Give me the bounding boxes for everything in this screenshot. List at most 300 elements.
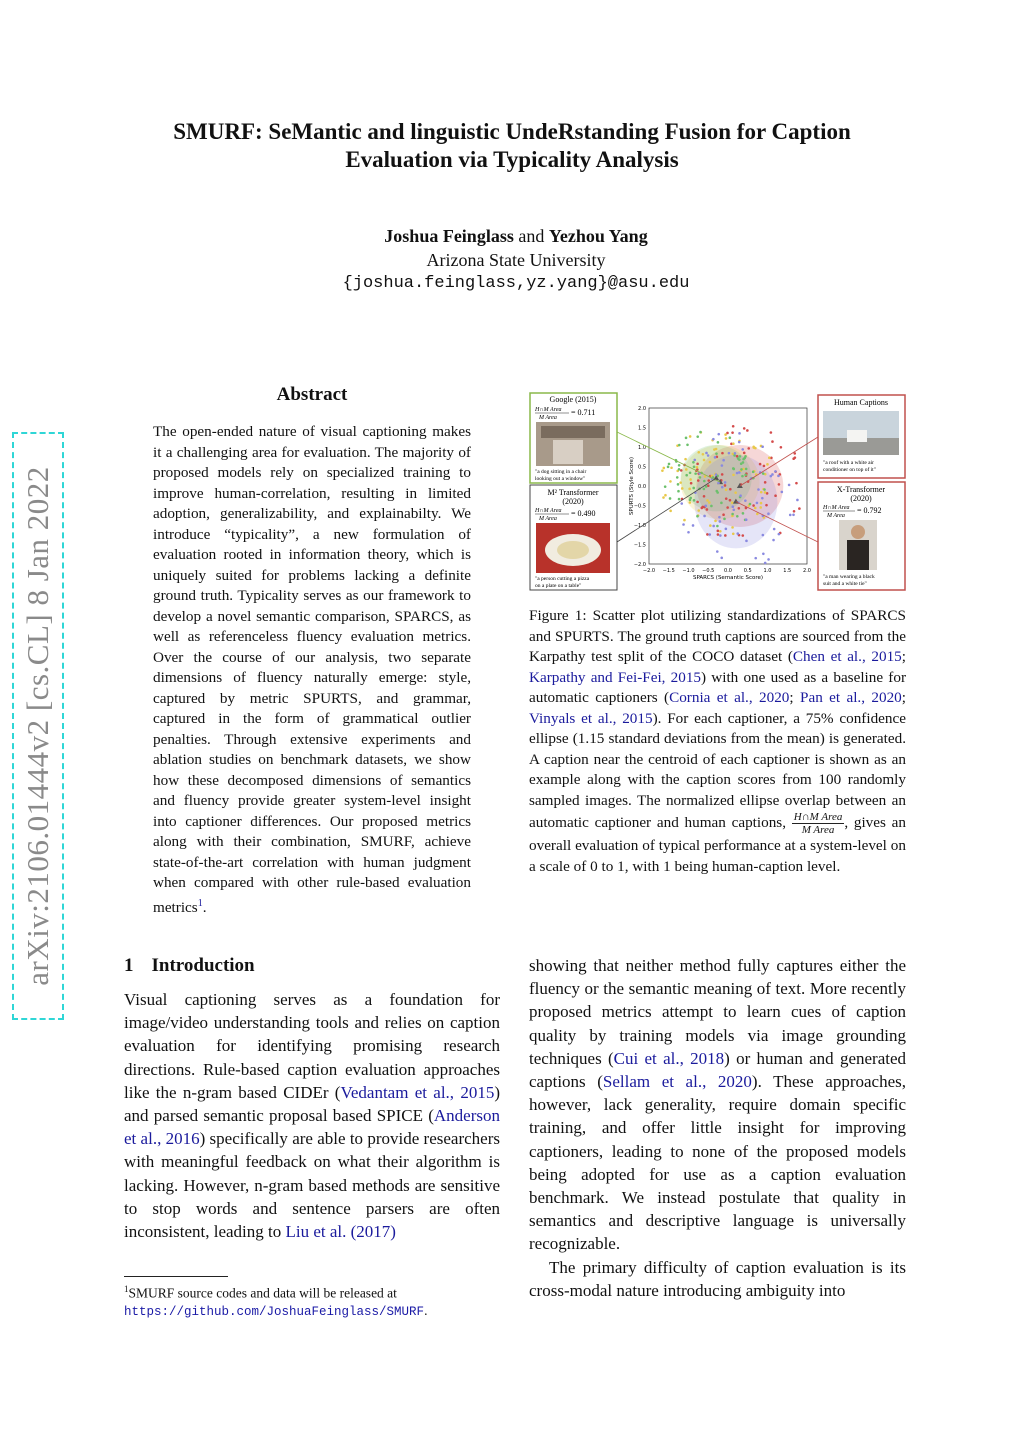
figure-1 xyxy=(529,392,909,592)
scatter-point xyxy=(681,487,684,490)
scatter-point xyxy=(690,482,693,485)
x-tick-label: −2.0 xyxy=(642,568,656,574)
y-tick-label: −0.5 xyxy=(633,503,646,510)
scatter-point xyxy=(699,431,702,434)
citation-link[interactable]: Pan et al., 2020 xyxy=(800,689,902,706)
scatter-point xyxy=(762,552,765,555)
google-score: = 0.711 xyxy=(571,408,596,417)
scatter-point xyxy=(697,479,700,482)
google-image-dog xyxy=(553,440,583,464)
scatter-point xyxy=(765,504,768,507)
scatter-point xyxy=(764,491,767,494)
scatter-point xyxy=(752,471,755,474)
scatter-point xyxy=(741,534,744,537)
scatter-point xyxy=(764,562,767,565)
scatter-point xyxy=(736,515,739,518)
scatter-point xyxy=(721,486,724,489)
scatter-point xyxy=(716,491,719,494)
scatter-point xyxy=(756,502,759,505)
google-image-detail xyxy=(541,426,605,438)
scatter-point xyxy=(708,501,711,504)
intro-paragraph-2: The primary difficulty of caption evaluation is its cross-modal nature introducing ambiguity into xyxy=(529,1257,906,1300)
scatter-point xyxy=(762,534,765,537)
x-caption-2: suit and a white tie" xyxy=(823,581,867,587)
x-tick-label: −1.0 xyxy=(682,568,695,574)
human-image-ac xyxy=(847,430,867,442)
citation-link[interactable]: Sellam et al., 2020 xyxy=(602,1072,752,1092)
author-and: and xyxy=(518,226,545,246)
scatter-point xyxy=(753,446,756,449)
footnote-text: SMURF source codes and data will be released at xyxy=(128,1285,397,1301)
scatter-point xyxy=(723,518,726,521)
scatter-figure xyxy=(529,392,909,592)
scatter-point xyxy=(745,540,748,543)
scatter-point xyxy=(663,467,666,470)
scatter-point xyxy=(717,533,720,536)
scatter-point xyxy=(680,502,683,505)
scatter-point xyxy=(725,488,728,491)
scatter-point xyxy=(712,525,715,528)
scatter-point xyxy=(717,433,720,436)
scatter-point xyxy=(734,491,737,494)
scatter-point xyxy=(771,473,774,476)
m2-frac-den: M Area xyxy=(539,516,557,522)
scatter-point xyxy=(678,444,681,447)
scatter-point xyxy=(685,437,688,440)
y-tick-label: 1.0 xyxy=(638,445,646,451)
x-frac-num: H∩M Area xyxy=(823,505,850,511)
y-tick-label: −1.5 xyxy=(633,542,646,549)
author-2: Yezhou Yang xyxy=(548,226,648,246)
caption-text: ) with one used as a baseline for automatic captioners ( xyxy=(529,668,906,706)
abstract-heading: Abstract xyxy=(276,384,348,405)
footnote xyxy=(124,1281,500,1321)
y-tick-label: 0.0 xyxy=(638,484,646,490)
scatter-point xyxy=(682,523,685,526)
scatter-point xyxy=(683,519,686,522)
scatter-point xyxy=(731,431,734,434)
scatter-point xyxy=(771,440,774,443)
scatter-point xyxy=(774,470,777,473)
scatter-point xyxy=(688,488,691,491)
scatter-point xyxy=(708,533,711,536)
scatter-point xyxy=(706,499,709,502)
intro-paragraph xyxy=(124,988,500,1243)
scatter-point xyxy=(694,472,697,475)
scatter-point xyxy=(662,496,665,499)
scatter-point xyxy=(736,455,739,458)
scatter-point xyxy=(741,475,744,478)
scatter-point xyxy=(693,465,696,468)
scatter-point xyxy=(661,469,664,472)
scatter-point xyxy=(700,507,703,510)
scatter-point xyxy=(669,480,672,483)
abstract-end: . xyxy=(202,898,207,916)
section-heading xyxy=(124,955,255,977)
scatter-point xyxy=(743,452,746,455)
scatter-point xyxy=(729,499,732,502)
scatter-point xyxy=(744,474,747,477)
scatter-point xyxy=(726,506,729,509)
scatter-point xyxy=(780,446,783,449)
citation-link[interactable]: Karpathy and Fei-Fei, 2015 xyxy=(529,668,702,686)
scatter-point xyxy=(667,466,670,469)
scatter-point xyxy=(720,502,723,505)
scatter-point xyxy=(745,468,748,471)
scatter-point xyxy=(734,452,737,455)
scatter-point xyxy=(679,481,682,484)
m2-caption: "a person cutting a pizza xyxy=(535,576,590,582)
scatter-point xyxy=(722,459,725,462)
scatter-point xyxy=(717,441,720,444)
scatter-point xyxy=(668,463,671,466)
scatter-point xyxy=(686,443,689,446)
citation-link[interactable]: Anderson et al., 2016 xyxy=(124,1106,500,1149)
scatter-point xyxy=(709,461,712,464)
y-tick-label: −2.0 xyxy=(633,562,646,568)
scatter-point xyxy=(724,484,727,487)
scatter-point xyxy=(795,482,798,485)
scatter-point xyxy=(760,502,763,505)
paper-title xyxy=(100,118,924,174)
scatter-point xyxy=(689,435,692,438)
scatter-point xyxy=(739,494,742,497)
scatter-point xyxy=(664,485,667,488)
x-caption: "a man wearing a black xyxy=(823,574,875,580)
scatter-point xyxy=(794,456,797,459)
footnote-ref[interactable]: 1 xyxy=(197,897,203,909)
x-year: (2020) xyxy=(850,494,872,503)
scatter-point xyxy=(709,524,712,527)
m2-score: = 0.490 xyxy=(571,509,596,518)
citation-link[interactable]: Cui et al., 2018 xyxy=(613,1048,725,1068)
scatter-point xyxy=(689,471,692,474)
scatter-point xyxy=(713,448,716,451)
scatter-point xyxy=(772,539,775,542)
scatter-point xyxy=(738,441,741,444)
scatter-point xyxy=(693,459,696,462)
scatter-point xyxy=(760,491,763,494)
scatter-point xyxy=(761,445,764,448)
scatter-point xyxy=(752,504,755,507)
scatter-point xyxy=(724,433,727,436)
scatter-point xyxy=(677,490,680,493)
scatter-point xyxy=(717,530,720,533)
scatter-point xyxy=(680,469,683,472)
caption-text: Figure 1: Scatter plot utilizing standardizations of SPARCS and SPURTS. The ground truth captions are sourced from the Karpathy test split of the COCO dataset ( xyxy=(529,607,906,665)
scatter-point xyxy=(736,472,739,475)
x-tick-label: −0.5 xyxy=(702,568,715,574)
human-caption-2: conditioner on top of it" xyxy=(823,467,876,473)
scatter-point xyxy=(767,558,770,561)
scatter-point xyxy=(798,507,801,510)
scatter-point xyxy=(722,513,725,516)
scatter-point xyxy=(792,513,795,516)
m2-image-pizza xyxy=(557,541,589,559)
intro-right-column xyxy=(529,954,906,1302)
scatter-point xyxy=(731,526,734,529)
arxiv-id: arXiv:2106.01444v2 [cs.CL] 8 Jan 2022 xyxy=(20,466,55,986)
scatter-point xyxy=(720,557,723,560)
citation-link[interactable]: Cornia et al., 2020 xyxy=(669,689,790,706)
scatter-point xyxy=(684,458,687,461)
scatter-point xyxy=(781,491,784,494)
footnote-rule xyxy=(124,1276,228,1277)
y-tick-label: 0.5 xyxy=(638,464,646,471)
y-tick-label: −1.0 xyxy=(633,523,646,529)
scatter-point xyxy=(725,497,728,500)
scatter-point xyxy=(741,448,744,451)
scatter-point xyxy=(743,427,746,430)
scatter-point xyxy=(774,494,777,497)
abstract-body xyxy=(153,422,471,918)
citation-link[interactable]: Chen et al., 2015 xyxy=(792,648,902,665)
scatter-point xyxy=(763,465,766,468)
m2-year: (2020) xyxy=(562,497,584,506)
scatter-point xyxy=(732,508,735,511)
scatter-point xyxy=(685,468,688,471)
scatter-point xyxy=(744,499,747,502)
scatter-point xyxy=(731,513,734,516)
scatter-point xyxy=(719,530,722,533)
scatter-point xyxy=(703,495,706,498)
scatter-point xyxy=(793,510,796,513)
scatter-point xyxy=(764,481,767,484)
scatter-point xyxy=(732,442,735,445)
scatter-point xyxy=(738,507,741,510)
scatter-point xyxy=(733,454,736,457)
scatter-point xyxy=(736,532,739,535)
scatter-point xyxy=(740,468,743,471)
scatter-point xyxy=(716,550,719,553)
scatter-point xyxy=(670,466,673,469)
scatter-point xyxy=(729,488,732,491)
scatter-point xyxy=(729,436,732,439)
scatter-point xyxy=(719,520,722,523)
scatter-point xyxy=(705,452,708,455)
section-title: Introduction xyxy=(151,955,255,976)
scatter-point xyxy=(664,494,667,497)
scatter-point xyxy=(715,473,718,476)
footnote-url[interactable]: https://github.com/JoshuaFeinglass/SMURF xyxy=(124,1304,425,1319)
x-tick-label: 0.5 xyxy=(743,568,752,574)
y-axis-label: SPURTS (Style Score) xyxy=(629,456,635,516)
scatter-point xyxy=(696,466,699,469)
scatter-point xyxy=(725,437,728,440)
scatter-point xyxy=(718,516,721,519)
intro-text: showing that neither method fully captures either the fluency or the semantic meaning of text. More recently proposed metrics attempt to learn cues of caption quality by training models via image grounding techniques ( xyxy=(529,956,906,1068)
scatter-point xyxy=(678,498,681,501)
scatter-point xyxy=(696,501,699,504)
scatter-point xyxy=(738,458,741,461)
scatter-point xyxy=(745,518,748,521)
x-score: = 0.792 xyxy=(857,506,882,515)
scatter-point xyxy=(707,479,710,482)
scatter-point xyxy=(704,505,707,508)
scatter-point xyxy=(689,499,692,502)
google-caption-2: looking out a window" xyxy=(535,476,586,482)
scatter-point xyxy=(749,503,752,506)
scatter-point xyxy=(703,488,706,491)
scatter-point xyxy=(707,454,710,457)
y-tick-label: 2.0 xyxy=(638,406,646,412)
scatter-point xyxy=(759,463,762,466)
scatter-point xyxy=(696,463,699,466)
intro-text: ) and parsed semantic proposal based SPICE ( xyxy=(124,1082,501,1126)
google-frac-den: M Area xyxy=(539,415,557,421)
caption-sep: ; xyxy=(901,648,906,665)
scatter-point xyxy=(762,472,765,475)
google-frac-num: H∩M Area xyxy=(535,407,562,413)
scatter-point xyxy=(685,474,688,477)
scatter-point xyxy=(692,487,695,490)
scatter-point xyxy=(796,499,799,502)
scatter-point xyxy=(746,429,749,432)
scatter-point xyxy=(677,483,680,486)
scatter-point xyxy=(778,483,781,486)
scatter-point xyxy=(696,435,699,438)
frac-denominator: M Area xyxy=(801,824,835,836)
scatter-point xyxy=(678,468,681,471)
scatter-point xyxy=(742,512,745,515)
scatter-point xyxy=(747,447,750,450)
scatter-point xyxy=(768,456,771,459)
footnote-mark: 1 xyxy=(124,1284,129,1294)
scatter-point xyxy=(669,497,672,500)
scatter-point xyxy=(721,473,724,476)
scatter-point xyxy=(773,528,776,531)
scatter-point xyxy=(761,497,764,500)
scatter-point xyxy=(770,431,773,434)
scatter-point xyxy=(715,452,718,455)
human-title: Human Captions xyxy=(834,398,888,407)
scatter-point xyxy=(766,463,769,466)
scatter-point xyxy=(763,488,766,491)
scatter-point xyxy=(669,510,672,513)
affiliation: Arizona State University xyxy=(426,250,606,270)
x-frac-den: M Area xyxy=(827,513,845,519)
citation-link[interactable]: Liu et al. (2017) xyxy=(285,1222,396,1242)
scatter-plot xyxy=(617,406,818,581)
scatter-point xyxy=(689,478,692,481)
scatter-point xyxy=(754,557,757,560)
scatter-point xyxy=(724,481,727,484)
scatter-point xyxy=(721,464,724,467)
scatter-point xyxy=(710,505,713,508)
scatter-point xyxy=(697,509,700,512)
frac-numerator: H∩M Area xyxy=(793,811,843,823)
intro-text: ) or human and generated captions ( xyxy=(529,1048,907,1092)
scatter-point xyxy=(693,499,696,502)
caption-sep: ; xyxy=(901,689,906,706)
overlap-fraction xyxy=(792,811,845,836)
m2-title: M² Transformer xyxy=(547,488,599,497)
m2-caption-2: on a plate on a table" xyxy=(535,583,582,589)
citation-link[interactable]: Vinyals et al., 2015 xyxy=(529,709,653,727)
scatter-point xyxy=(732,468,735,471)
scatter-point xyxy=(738,471,741,474)
x-image-suit xyxy=(847,540,869,570)
figure-caption xyxy=(529,606,906,877)
human-caption: "a roof with a white air xyxy=(823,460,874,466)
footnote-end: . xyxy=(424,1302,428,1318)
scatter-point xyxy=(702,453,705,456)
scatter-point xyxy=(767,512,770,515)
google-title: Google (2015) xyxy=(549,395,597,404)
scatter-point xyxy=(778,533,781,536)
scatter-point xyxy=(706,533,709,536)
scatter-point xyxy=(719,534,722,537)
intro-text: ). These approaches, however, lack generality, require domain specific training, and offer little insight for improving captioners, leading to none of the proposed models being adopted for use as a caption evaluation benchmark. We instead postulate that quality in semantics and descriptive language is universally recognizable. xyxy=(529,1072,906,1254)
scatter-point xyxy=(728,452,731,455)
caption-text: ). For each captioner, a 75% confidence ellipse (1.15 standard deviations from the mean) is generated. A caption near the centroid of each captioner is shown as an example along with the caption scores from 100 randomly sampled images. The normalized ellipse overlap between an automatic captioner and human captions, xyxy=(529,709,906,831)
scatter-point xyxy=(777,475,780,478)
scatter-point xyxy=(692,524,695,527)
m2-frac-num: H∩M Area xyxy=(535,508,562,514)
scatter-point xyxy=(788,484,791,487)
scatter-point xyxy=(757,488,760,491)
scatter-point xyxy=(714,456,717,459)
scatter-point xyxy=(696,515,699,518)
scatter-point xyxy=(692,461,695,464)
scatter-point xyxy=(689,501,692,504)
scatter-point xyxy=(732,505,735,508)
scatter-point xyxy=(678,464,681,467)
scatter-point xyxy=(712,438,715,441)
scatter-point xyxy=(732,474,735,477)
x-tick-label: −1.5 xyxy=(662,568,675,574)
scatter-point xyxy=(732,425,735,428)
caption-sep: ; xyxy=(789,689,800,706)
section-number: 1 xyxy=(124,955,134,976)
scatter-point xyxy=(721,452,724,455)
x-tick-label: 0.0 xyxy=(724,568,732,574)
x-tick-label: 2.0 xyxy=(803,568,811,574)
x-tick-label: 1.5 xyxy=(783,568,792,574)
intro-text: ) specifically are able to provide researchers with meaningful feedback on what their algorithm is lacking. However, n-gram based methods are sensitive to stop words and sentence parsers are often inconsistent, leading to xyxy=(124,1129,500,1242)
scatter-point xyxy=(732,533,735,536)
scatter-point xyxy=(699,476,702,479)
author-email: {joshua.feinglass,yz.yang}@asu.edu xyxy=(342,274,690,293)
scatter-point xyxy=(789,514,792,517)
title-line-1: SMURF: SeMantic and linguistic UndeRstanding Fusion for Caption xyxy=(173,119,851,144)
author-block xyxy=(100,224,932,296)
scatter-point xyxy=(714,520,717,523)
scatter-point xyxy=(739,455,742,458)
title-line-2: Evaluation via Typicality Analysis xyxy=(345,147,679,172)
scatter-point xyxy=(706,508,709,511)
google-caption: "a dog sitting in a chair xyxy=(535,469,587,475)
x-axis-label: SPARCS (Semantic Score) xyxy=(692,575,764,581)
scatter-point xyxy=(703,480,706,483)
scatter-point xyxy=(676,476,679,479)
scatter-point xyxy=(687,531,690,534)
y-tick-label: 1.5 xyxy=(638,425,646,432)
arxiv-stamp xyxy=(12,432,64,1020)
scatter-point xyxy=(742,461,745,464)
scatter-point xyxy=(697,451,700,454)
x-tick-label: 1.0 xyxy=(763,568,772,574)
scatter-point xyxy=(725,528,728,531)
scatter-point xyxy=(703,459,706,462)
intro-text: Visual captioning serves as a foundation for image/video understanding tools and relies on caption evaluation for identifying promising research directions. Rule-based caption evaluation approaches like the n-gram based CIDEr ( xyxy=(124,990,500,1102)
x-image-face xyxy=(851,525,865,539)
author-1: Joshua Feinglass xyxy=(384,226,514,246)
scatter-point xyxy=(724,534,727,537)
caption-text: , gives an overall evaluation of typical performance at a system-level on a scale of 0 to 1, with 1 being human-caption level. xyxy=(529,813,906,875)
citation-link[interactable]: Vedantam et al., 2015 xyxy=(340,1082,495,1102)
scatter-point xyxy=(703,515,706,518)
